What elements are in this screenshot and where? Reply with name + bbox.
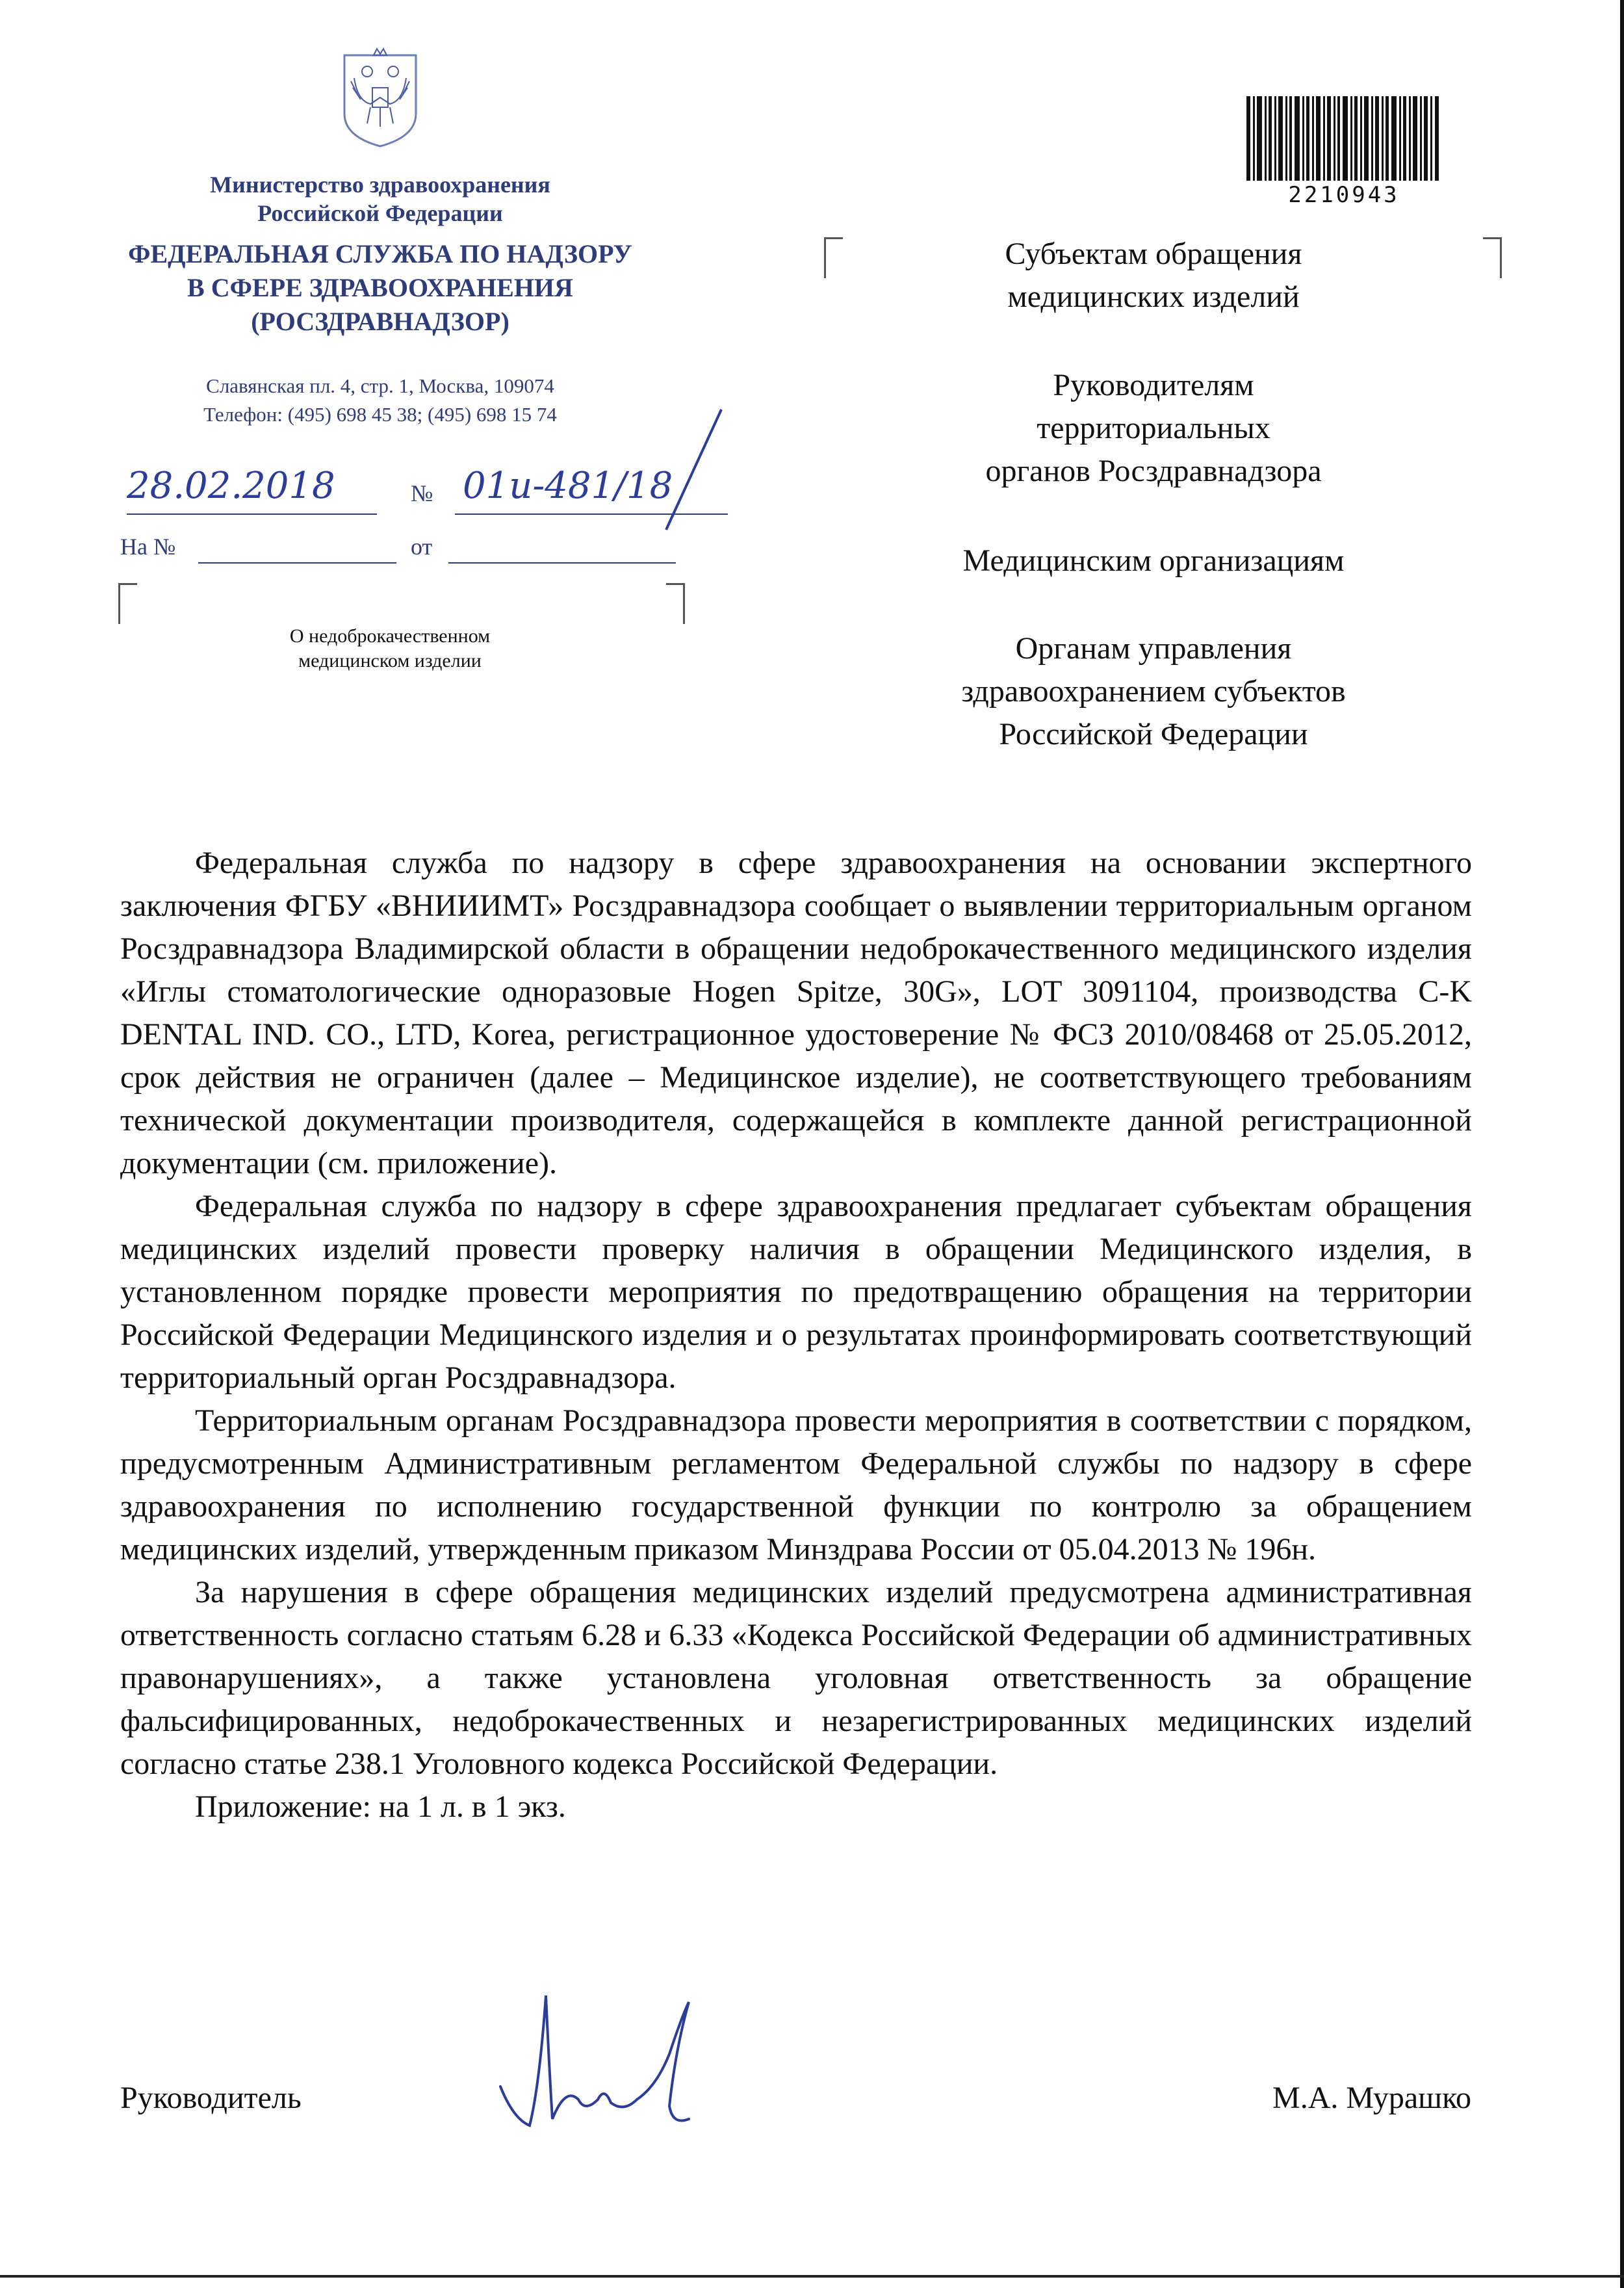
subject-line-2: медицинском изделии	[298, 650, 482, 671]
page-bottom-border	[0, 2275, 1624, 2278]
date-underline	[127, 514, 377, 515]
signatory-name: М.А. Мурашко	[1272, 2081, 1471, 2115]
addressee-4-line-1: Органам управления	[1015, 631, 1292, 666]
service-line-2: В СФЕРЕ ЗДРАВООХРАНЕНИЯ	[187, 273, 573, 302]
subject-line-1: О недоброкачественном	[289, 625, 491, 647]
handwritten-slash-stroke	[653, 406, 725, 536]
address-line-1: Славянская пл. 4, стр. 1, Москва, 109074	[206, 374, 554, 397]
double-headed-eagle-emblem-icon	[341, 42, 419, 150]
handwritten-signature	[494, 1989, 715, 2138]
barcode-icon	[1246, 96, 1441, 181]
addressee-4-line-3: Российской Федерации	[999, 717, 1308, 751]
addressee-block-4	[845, 627, 1462, 756]
addressee-2-line-3: органов Росздравнадзора	[985, 454, 1322, 488]
addressee-3-line-1: Медицинским организациям	[962, 543, 1345, 578]
number-sign: №	[411, 480, 433, 506]
ministry-name	[130, 170, 630, 228]
addressee-corner-right	[1483, 237, 1502, 278]
body-paragraph-4: За нарушения в сфере обращения медицинских изделий предусмотрена административная ответственность согласно статьям 6.28 и 6.33 «Кодекса Российской Федерации об административных правонарушениях», а также установлена уголовная ответственность за обращение фальсифицированных, недоброкачественных и незарегистрированных медицинских изделий согласно статье 238.1 Уголовного кодекса Российской Федерации.	[120, 1575, 1472, 1781]
service-line-1: ФЕДЕРАЛЬНАЯ СЛУЖБА ПО НАДЗОРУ	[128, 239, 632, 268]
subject-corner-left	[118, 583, 137, 624]
addressee-2-line-2: территориальных	[1037, 411, 1270, 445]
reference-number-label: На №	[120, 534, 176, 560]
barcode-number: 2210943	[1288, 182, 1400, 208]
letter-subject	[227, 624, 552, 673]
body-paragraph-3: Территориальным органам Росздравнадзора провести мероприятия в соответствии с порядком, предусмотренным Административным регламентом Федеральной службы по надзору в сфере здравоохранения по исполнению государственной функции по контролю за обращением медицинских изделий, утвержденным приказом Минздрава России от 05.04.2013 № 196н.	[120, 1403, 1472, 1566]
service-address	[130, 372, 630, 429]
addressee-1-line-2: медицинских изделий	[1007, 280, 1300, 314]
service-line-3: (РОСЗДРАВНАДЗОР)	[251, 307, 509, 336]
address-line-2: Телефон: (495) 698 45 38; (495) 698 15 74	[203, 403, 557, 426]
addressee-block-3	[845, 540, 1462, 582]
registration-number: 01и-481/18	[463, 465, 673, 507]
signatory-title: Руководитель	[120, 2081, 302, 2115]
ministry-line-1: Министерство здравоохранения	[210, 172, 550, 198]
body-paragraph-1: Федеральная служба по надзору в сфере здравоохранения на основании экспертного заключения ФГБУ «ВНИИИМТ» Росздравнадзора сообщает о выявлении территориальным органом Росздравнадзора Владимирской области в обращении недоброкачественного медицинского изделия «Иглы стоматологические одноразовые Hogen Spitze, 30G», LOT 3091104, производства C-K DENTAL IND. CO., LTD, Korea, регистрационное удостоверение № ФСЗ 2010/08468 от 25.05.2012, срок действия не ограничен (далее – Медицинское изделие), не соответствующего требованиям технической документации производителя, содержащейся в комплекте данной регистрационной документации (см. приложение).	[120, 846, 1472, 1180]
addressee-4-line-2: здравоохранением субъектов	[961, 674, 1346, 708]
service-name	[110, 237, 650, 339]
registration-date: 28.02.2018	[127, 465, 335, 507]
body-paragraph-2: Федеральная служба по надзору в сфере здравоохранения предлагает субъектам обращения медицинских изделий провести проверку наличия в обращении Медицинского изделия, в установленном порядке провести мероприятия по предотвращению обращения на территории Российской Федерации Медицинского изделия и о результатах проинформировать соответствующий территориальный орган Росздравнадзора.	[120, 1189, 1472, 1395]
subject-corner-right	[666, 583, 685, 624]
addressee-block-1	[845, 233, 1462, 318]
letter-body	[120, 842, 1472, 1828]
addressee-2-line-1: Руководителям	[1053, 368, 1254, 402]
page-edge-border	[1620, 0, 1624, 2288]
addressee-1-line-1: Субъектам обращения	[1005, 237, 1302, 271]
reference-date-line	[448, 562, 676, 564]
reference-from-label: от	[411, 534, 433, 560]
addressee-corner-left	[824, 237, 843, 278]
ministry-line-2: Российской Федерации	[257, 200, 503, 226]
body-paragraph-5: Приложение: на 1 л. в 1 экз.	[195, 1789, 566, 1824]
addressee-block-2	[845, 364, 1462, 493]
reference-number-line	[198, 562, 396, 564]
